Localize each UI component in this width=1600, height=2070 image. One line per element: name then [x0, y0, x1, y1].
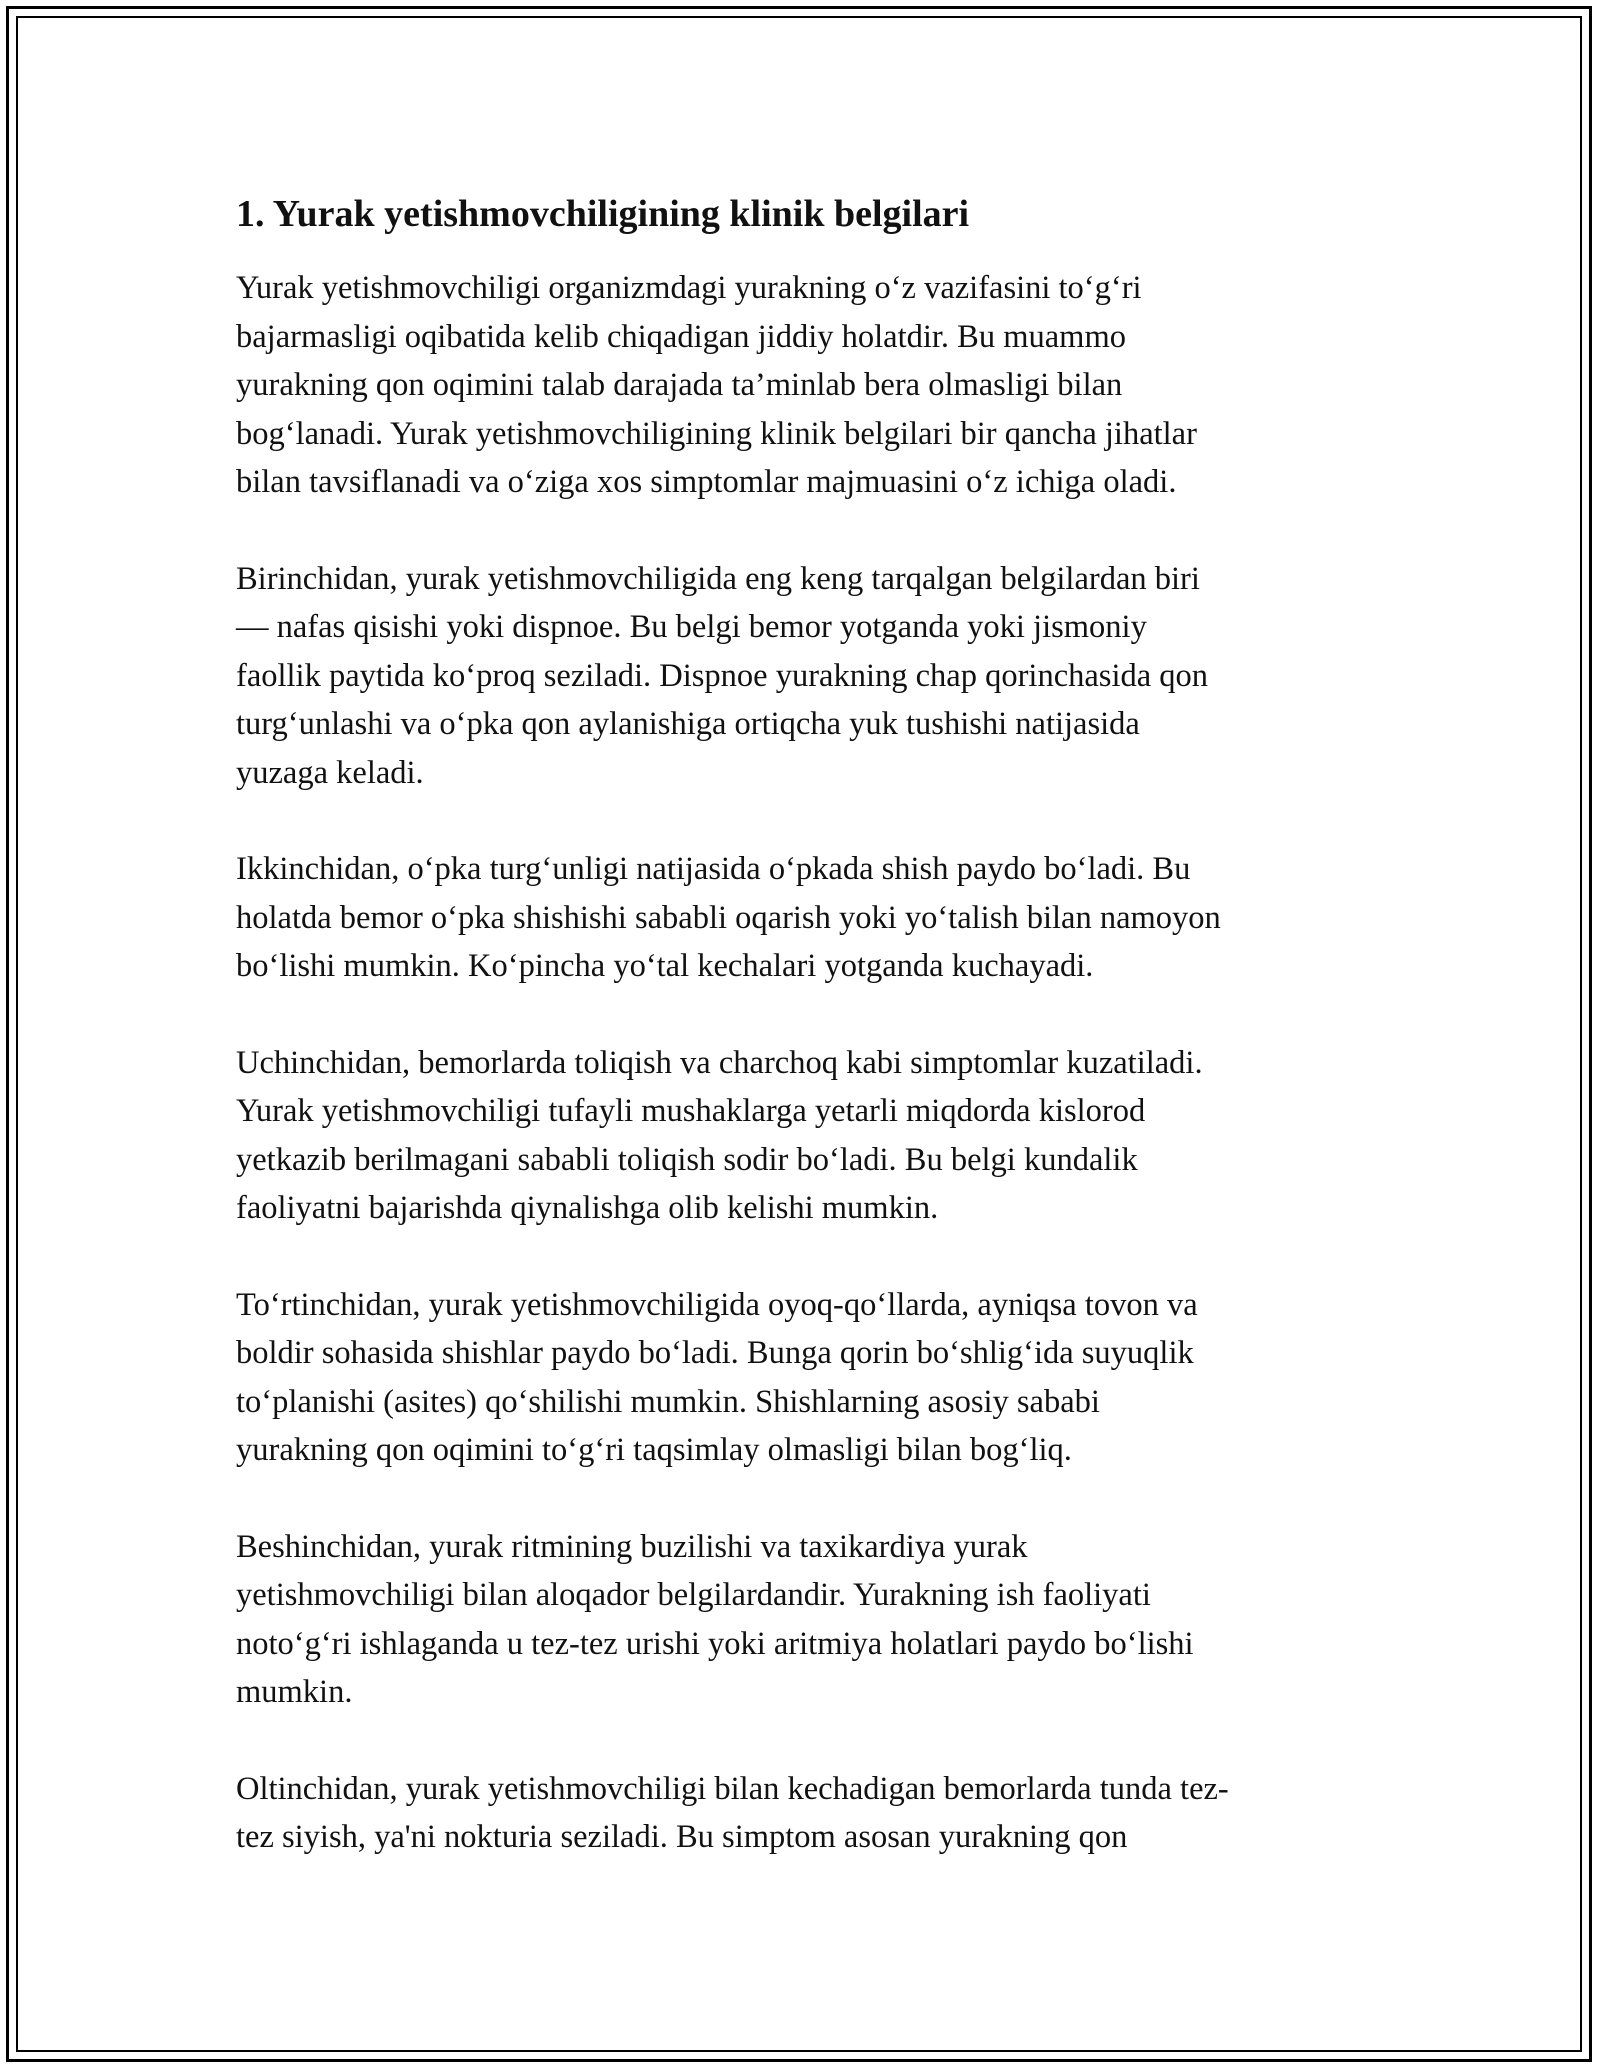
text-line: yetkazib berilmagani sababli toliqish sodir bo‘ladi. Bu belgi kundalik	[236, 1141, 1138, 1178]
text-line: yurakning qon oqimini talab darajada ta’minlab bera olmasligi bilan	[236, 367, 1123, 403]
paragraph-intro	[236, 264, 1366, 507]
text-line: bilan tavsiflanadi va o‘ziga xos simptomlar majmuasini o‘z ichiga oladi.	[236, 464, 1177, 500]
paragraph-sixth	[236, 1765, 1366, 1862]
text-line: bo‘lishi mumkin. Ko‘pincha yo‘tal kechalari yotganda kuchayadi.	[236, 948, 1094, 984]
text-line: faoliyatni bajarishda qiynalishga olib kelishi mumkin.	[236, 1190, 939, 1226]
text-line: Uchinchidan, bemorlarda toliqish va charchoq kabi simptomlar kuzatiladi.	[236, 1044, 1203, 1081]
text-line: turg‘unlashi va o‘pka qon aylanishiga ortiqcha yuk tushishi natijasida	[236, 706, 1140, 742]
text-line: To‘rtinchidan, yurak yetishmovchiligida oyoq-qo‘llarda, ayniqsa tovon va	[236, 1286, 1198, 1323]
section-heading: 1. Yurak yetishmovchiligining klinik belgilari	[236, 193, 970, 235]
text-line: — nafas qisishi yoki dispnoe. Bu belgi bemor yotganda yoki jismoniy	[236, 609, 1147, 645]
text-line: tez siyish, ya'ni nokturia seziladi. Bu simptom asosan yurakning qon	[236, 1819, 1128, 1855]
text-line: mumkin.	[236, 1674, 353, 1710]
text-line: yurakning qon oqimini to‘g‘ri taqsimlay olmasligi bilan bog‘liq.	[236, 1432, 1072, 1468]
text-line: Yurak yetishmovchiligi tufayli mushaklarga yetarli miqdorda kislorod	[236, 1093, 1146, 1129]
text-line: holatda bemor o‘pka shishishi sababli oqarish yoki yo‘talish bilan namoyon	[236, 899, 1221, 936]
text-line: Ikkinchidan, o‘pka turg‘unligi natijasida o‘pkada shish paydo bo‘ladi. Bu	[236, 851, 1191, 887]
paragraph-first	[236, 555, 1366, 798]
text-line: Birinchidan, yurak yetishmovchiligida eng keng tarqalgan belgilardan biri	[236, 560, 1200, 597]
text-line: faollik paytida ko‘proq seziladi. Dispnoe yurakning chap qorinchasida qon	[236, 657, 1209, 694]
paragraph-second	[236, 845, 1366, 991]
text-line: to‘planishi (asites) qo‘shilishi mumkin. Shishlarning asosiy sababi	[236, 1383, 1100, 1420]
text-line: bajarmasligi oqibatida kelib chiqadigan jiddiy holatdir. Bu muammo	[236, 318, 1126, 355]
text-line: boldir sohasida shishlar paydo bo‘ladi. Bunga qorin bo‘shlig‘ida suyuqlik	[236, 1335, 1194, 1371]
text-line: yetishmovchiligi bilan aloqador belgilardandir. Yurakning ish faoliyati	[236, 1577, 1151, 1613]
text-line: bog‘lanadi. Yurak yetishmovchiligining klinik belgilari bir qancha jihatlar	[236, 415, 1197, 452]
document-body	[236, 188, 1366, 1910]
text-line: Oltinchidan, yurak yetishmovchiligi bilan kechadigan bemorlarda tunda tez-	[236, 1770, 1229, 1807]
text-line: noto‘g‘ri ishlaganda u tez-tez urishi yoki aritmiya holatlari paydo bo‘lishi	[236, 1625, 1194, 1662]
text-line: yuzaga keladi.	[236, 754, 424, 791]
paragraph-fifth	[236, 1523, 1366, 1717]
text-line: Beshinchidan, yurak ritmining buzilishi va taxikardiya yurak	[236, 1528, 1028, 1565]
text-line: Yurak yetishmovchiligi organizmdagi yurakning o‘z vazifasini to‘g‘ri	[236, 270, 1142, 306]
paragraph-third	[236, 1039, 1366, 1233]
paragraph-fourth	[236, 1281, 1366, 1475]
